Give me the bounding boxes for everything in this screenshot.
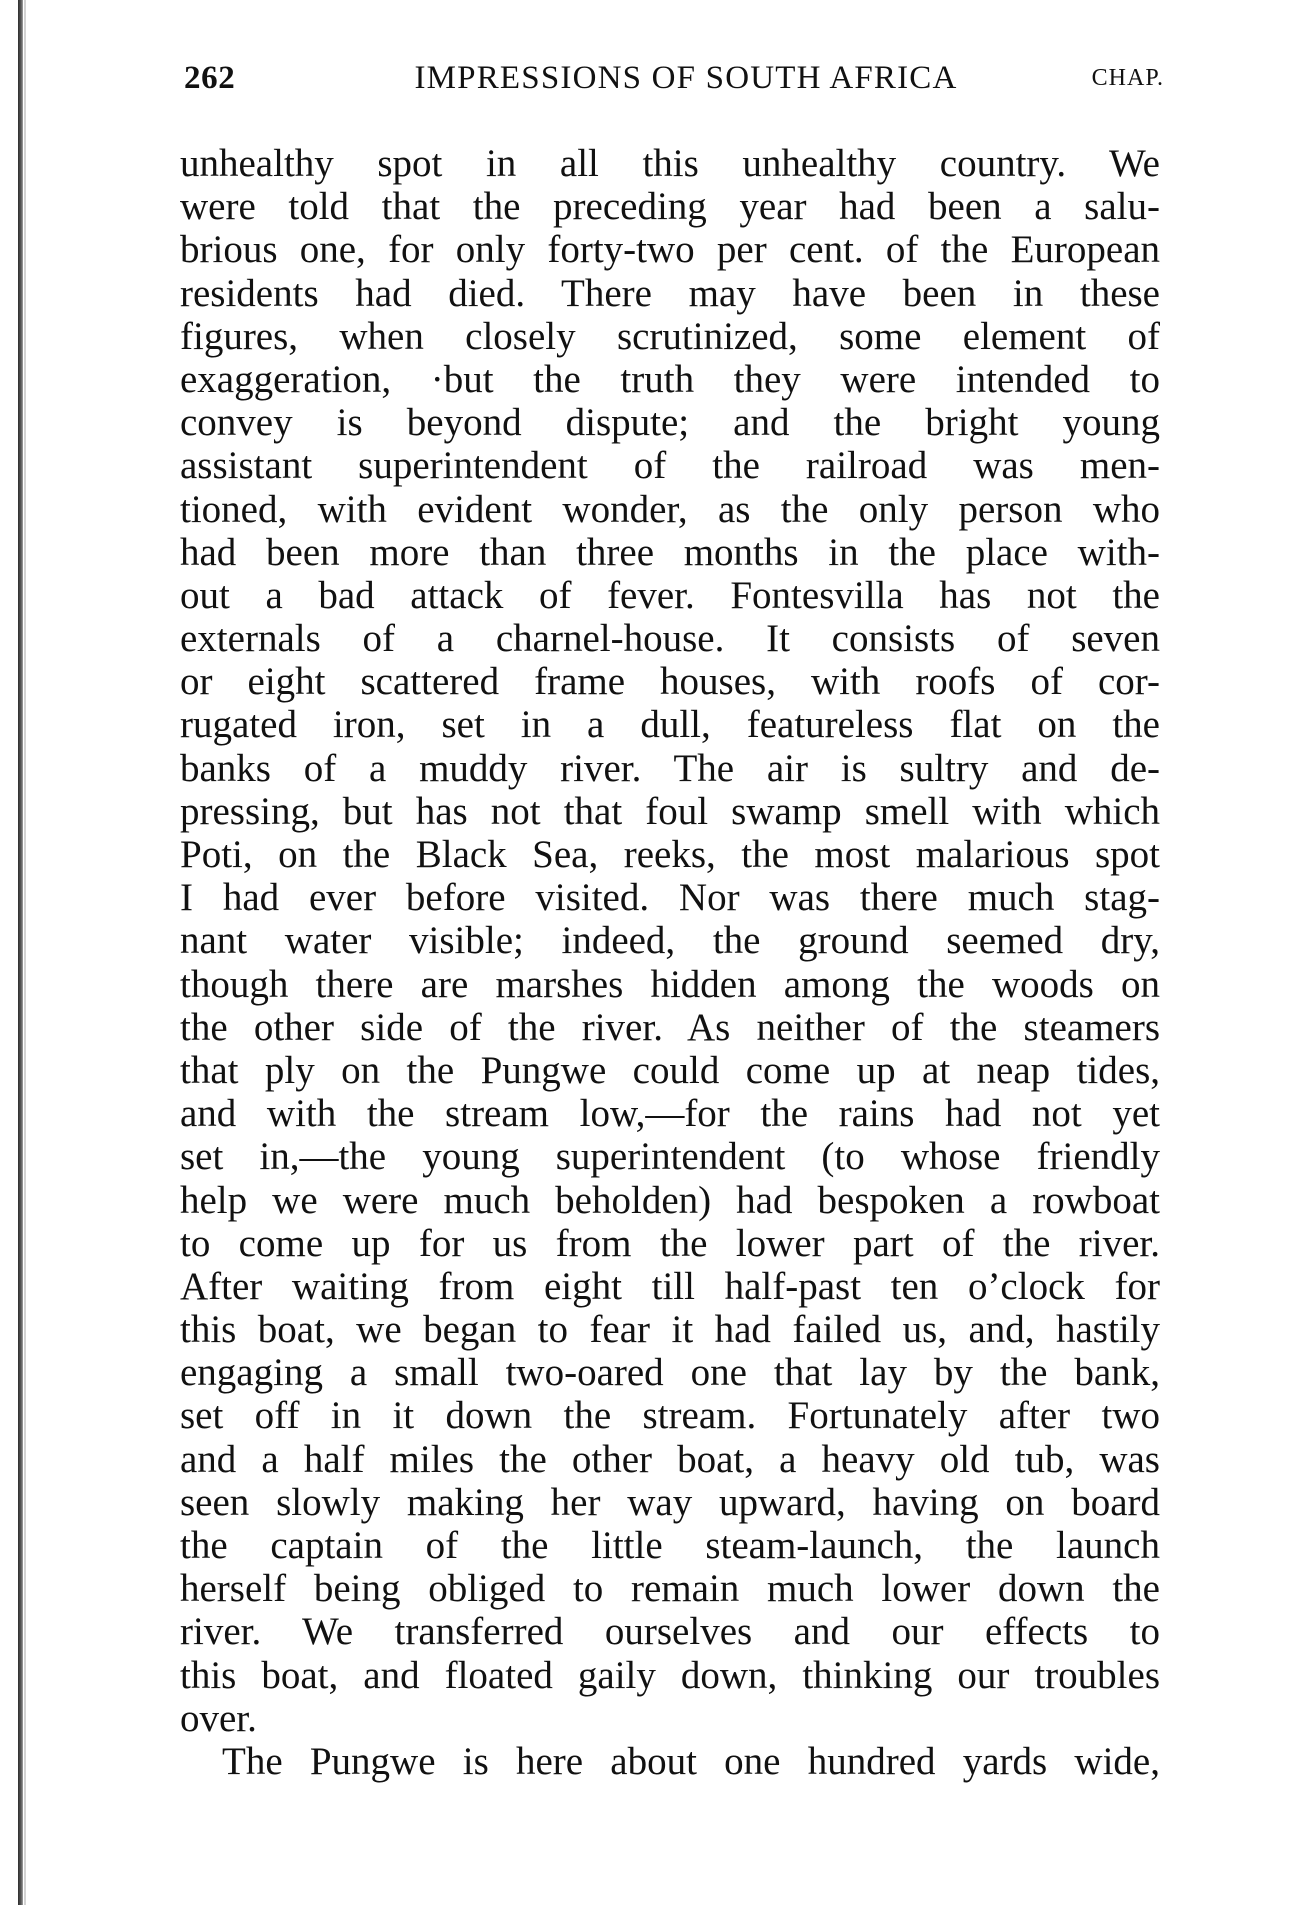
- text-line: convey is beyond dispute; and the bright young: [180, 401, 1160, 445]
- text-line: exaggeration, ·but the truth they were intended to: [180, 357, 1160, 401]
- text-line-paragraph-end: over.: [180, 1696, 257, 1740]
- text-line: Poti, on the Black Sea, reeks, the most malarious spot: [180, 833, 1160, 876]
- text-line-paragraph-start: The Pungwe is here about one hundred yards wide,: [222, 1739, 1160, 1783]
- text-line: help we were much beholden) had bespoken a rowboat: [180, 1178, 1160, 1222]
- text-line: and a half miles the other boat, a heavy old tub, was: [180, 1437, 1160, 1481]
- text-line: that ply on the Pungwe could come up at neap tides,: [180, 1048, 1160, 1092]
- text-line: set off in it down the stream. Fortunately after two: [180, 1394, 1160, 1438]
- text-line: the other side of the river. As neither of the steamers: [180, 1005, 1160, 1049]
- text-line: seen slowly making her way upward, having on board: [180, 1480, 1160, 1524]
- text-line: engaging a small two-oared one that lay by the bank,: [180, 1351, 1160, 1395]
- text-line: though there are marshes hidden among the woods on: [180, 962, 1160, 1006]
- text-line: figures, when closely scrutinized, some element of: [180, 314, 1160, 358]
- running-head: [184, 60, 1164, 110]
- body-text: [180, 142, 1160, 1783]
- text-line: or eight scattered frame houses, with roofs of cor-: [180, 660, 1160, 704]
- text-line: pressing, but has not that foul swamp smell with which: [180, 789, 1160, 833]
- text-line: set in,—the young superintendent (to whose friendly: [180, 1135, 1160, 1179]
- text-line: out a bad attack of fever. Fontesvilla has not the: [180, 573, 1160, 617]
- text-line: had been more than three months in the place with-: [180, 530, 1160, 574]
- text-line: river. We transferred ourselves and our effects to: [180, 1610, 1160, 1654]
- text-line: residents had died. There may have been in these: [180, 271, 1160, 315]
- text-line: banks of a muddy river. The air is sultry and de-: [180, 746, 1160, 790]
- text-line: nant water visible; indeed, the ground seemed dry,: [180, 919, 1160, 963]
- text-line: tioned, with evident wonder, as the only person who: [180, 487, 1160, 531]
- text-line: rugated iron, set in a dull, featureless flat on the: [180, 703, 1160, 747]
- text-line: the captain of the little steam-launch, the launch: [180, 1524, 1160, 1567]
- text-line: this boat, we began to fear it had failed us, and, hastily: [180, 1308, 1160, 1352]
- text-line: brious one, for only forty-two per cent. of the European: [180, 228, 1160, 272]
- page-number: 262: [184, 60, 236, 96]
- text-line: unhealthy spot in all this unhealthy country. We: [180, 142, 1160, 185]
- text-line: to come up for us from the lower part of the river.: [180, 1221, 1160, 1265]
- scan-edge-shadow: [18, 0, 23, 1905]
- text-line: assistant superintendent of the railroad was men-: [180, 444, 1160, 488]
- book-title: IMPRESSIONS OF SOUTH AFRICA: [414, 60, 958, 96]
- text-line: were told that the preceding year had been a salu-: [180, 185, 1160, 229]
- text-line: I had ever before visited. Nor was there much stag-: [180, 876, 1160, 920]
- scan-edge-highlight: [24, 0, 26, 1905]
- chapter-label: CHAP.: [1091, 65, 1164, 91]
- text-line: externals of a charnel-house. It consists of seven: [180, 617, 1160, 661]
- text-line: this boat, and floated gaily down, thinking our troubles: [180, 1653, 1160, 1697]
- text-line: After waiting from eight till half-past ten o’clock for: [180, 1264, 1160, 1308]
- text-line: herself being obliged to remain much lower down the: [180, 1567, 1160, 1611]
- text-line: and with the stream low,—for the rains had not yet: [180, 1092, 1160, 1136]
